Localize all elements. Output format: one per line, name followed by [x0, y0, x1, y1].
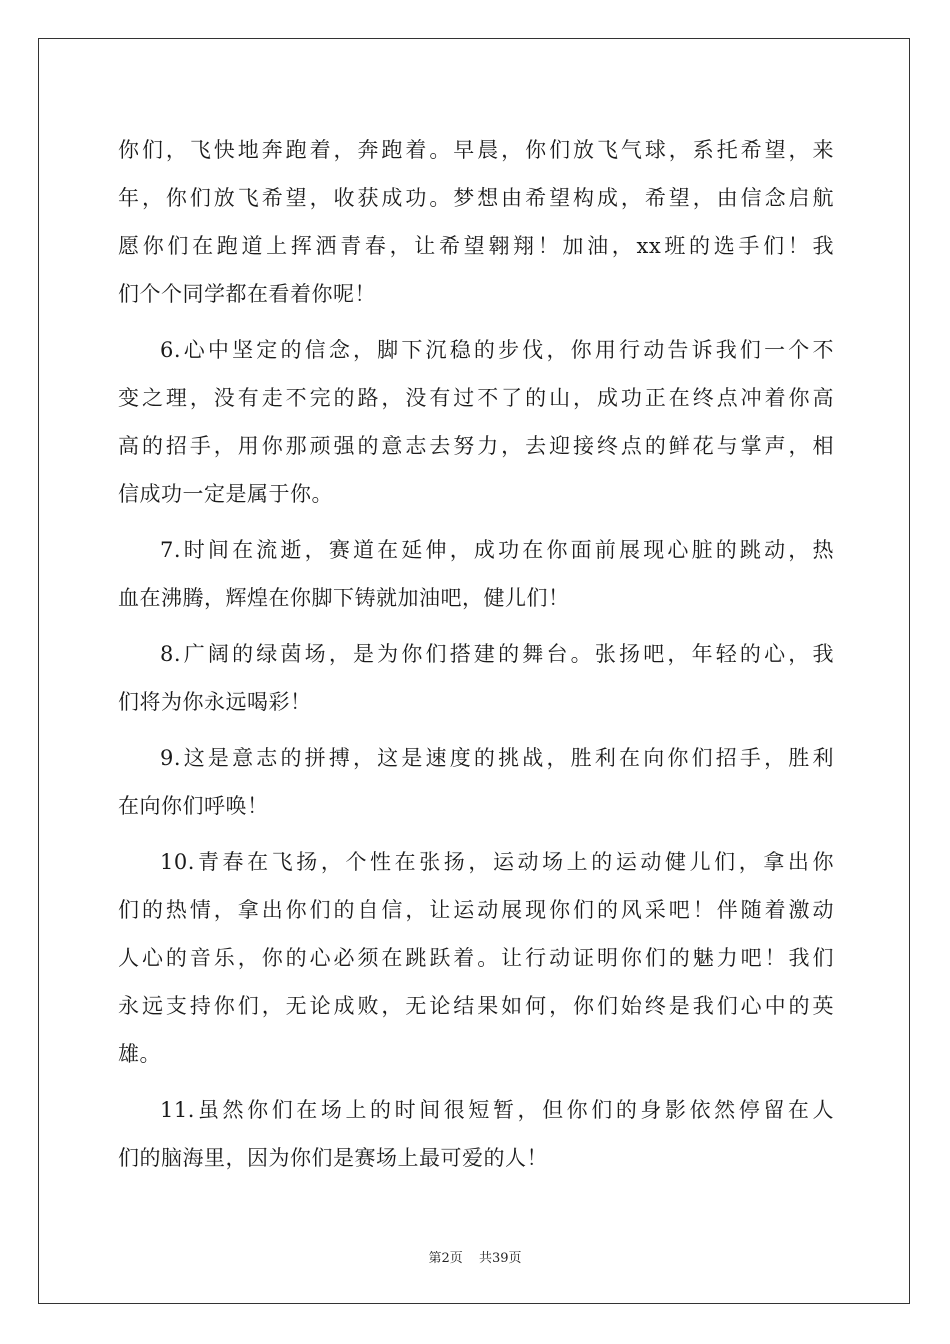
text-line: 们将为你永远喝彩！ — [118, 690, 312, 714]
paragraph-item-6 — [118, 326, 834, 518]
paragraph-item-8 — [118, 630, 834, 726]
text-line: 6.心中坚定的信念，脚下沉稳的步伐，你用行动告诉我们一个不 — [160, 338, 834, 362]
text-line: 在向你们呼唤！ — [118, 794, 269, 818]
text-line: 高的招手，用你那顽强的意志去努力，去迎接终点的鲜花与掌声，相 — [118, 434, 834, 458]
text-line: 愿你们在跑道上挥洒青春，让希望翱翔！加油，xx班的选手们！我 — [118, 234, 834, 258]
paragraph-item-10 — [118, 838, 834, 1078]
text-line: 血在沸腾，辉煌在你脚下铸就加油吧，健儿们！ — [118, 586, 570, 610]
text-line: 10.青春在飞扬，个性在张扬，运动场上的运动健儿们，拿出你 — [160, 850, 834, 874]
page-number: 第2页 — [428, 1251, 463, 1266]
text-line: 们的热情，拿出你们的自信，让运动展现你们的风采吧！伴随着激动 — [118, 898, 834, 922]
text-line: 永远支持你们，无论成败，无论结果如何，你们始终是我们心中的英 — [118, 994, 834, 1018]
text-line: 们的脑海里，因为你们是赛场上最可爱的人！ — [118, 1146, 548, 1170]
paragraph-item-7 — [118, 526, 834, 622]
paragraph-continuation — [118, 126, 834, 318]
text-line: 7.时间在流逝，赛道在延伸，成功在你面前展现心脏的跳动，热 — [160, 538, 834, 562]
page-footer — [0, 1247, 950, 1266]
text-line: 8.广阔的绿茵场，是为你们搭建的舞台。张扬吧，年轻的心，我 — [160, 642, 834, 666]
text-line: 9.这是意志的拼搏，这是速度的挑战，胜利在向你们招手，胜利 — [160, 746, 834, 770]
text-line: 变之理，没有走不完的路，没有过不了的山，成功正在终点冲着你高 — [118, 386, 834, 410]
paragraph-item-9 — [118, 734, 834, 830]
text-line: 雄。 — [118, 1042, 161, 1066]
text-line: 人心的音乐，你的心必须在跳跃着。让行动证明你们的魅力吧！我们 — [118, 946, 834, 970]
page-total: 共39页 — [478, 1251, 522, 1266]
text-line: 你们，飞快地奔跑着，奔跑着。早晨，你们放飞气球，系托希望，来 — [118, 138, 834, 162]
text-line: 们个个同学都在看着你呢！ — [118, 282, 376, 306]
text-line: 信成功一定是属于你。 — [118, 482, 333, 506]
text-line: 11.虽然你们在场上的时间很短暂，但你们的身影依然停留在人 — [160, 1098, 834, 1122]
document-body — [118, 126, 834, 1182]
text-line: 年，你们放飞希望，收获成功。梦想由希望构成，希望，由信念启航 — [118, 186, 834, 210]
paragraph-item-11 — [118, 1086, 834, 1182]
